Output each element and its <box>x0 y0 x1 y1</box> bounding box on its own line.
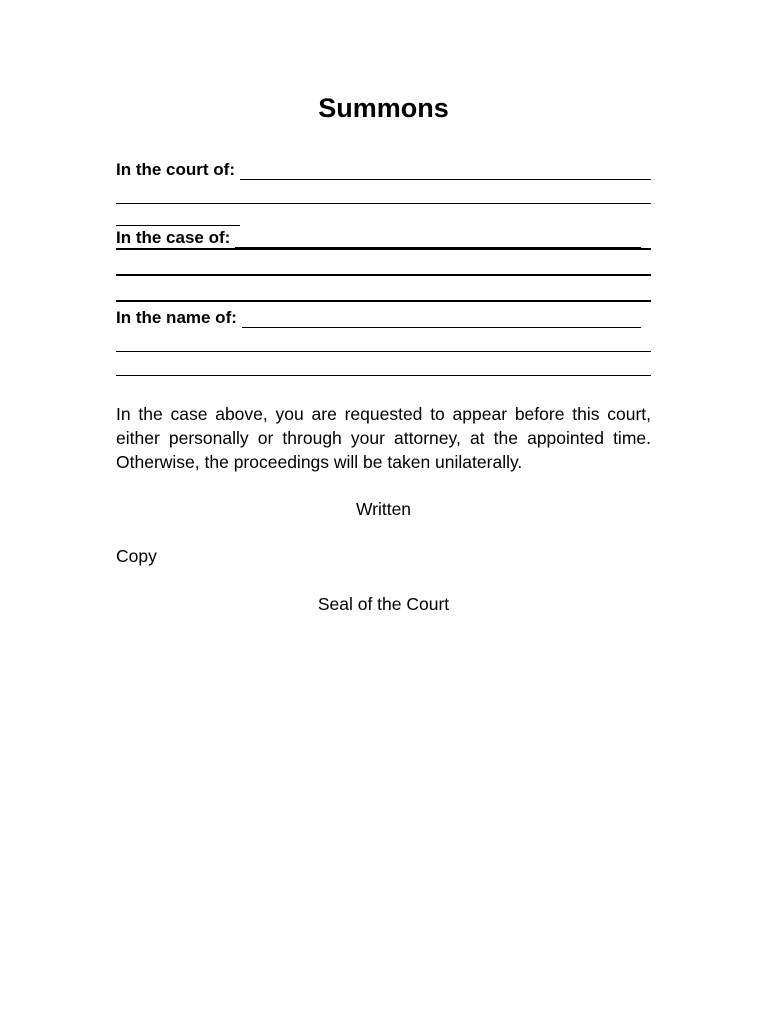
written-label: Written <box>355 499 412 519</box>
summons-page <box>116 88 651 616</box>
name-blank-line-3 <box>116 352 651 376</box>
name-blank-line-1 <box>242 308 641 328</box>
case-rule-3 <box>116 300 651 302</box>
court-blank-line-2 <box>116 180 651 204</box>
name-field-row <box>116 304 651 328</box>
court-seal-label: Seal of the Court <box>317 594 450 614</box>
case-field <box>116 226 651 302</box>
name-blank-line-2 <box>116 328 651 352</box>
court-field-row <box>116 156 651 180</box>
court-blank-line-1 <box>240 160 651 180</box>
court-field <box>116 156 651 226</box>
name-field-label: In the name of: <box>116 308 237 327</box>
court-blank-line-3 <box>116 204 240 226</box>
summons-body-text: In the case above, you are requested to appear before this court, either personally or through your attorney, at the appointed time. Otherwise, the proceedings will be taken unilaterally. <box>116 404 651 472</box>
name-field <box>116 304 651 376</box>
copy-label: Copy <box>116 546 157 566</box>
document-title: Summons <box>318 93 449 123</box>
court-field-label: In the court of: <box>116 160 235 179</box>
case-field-row <box>116 226 651 248</box>
case-field-label: In the case of: <box>116 228 231 247</box>
case-blank-line-1 <box>235 228 641 248</box>
